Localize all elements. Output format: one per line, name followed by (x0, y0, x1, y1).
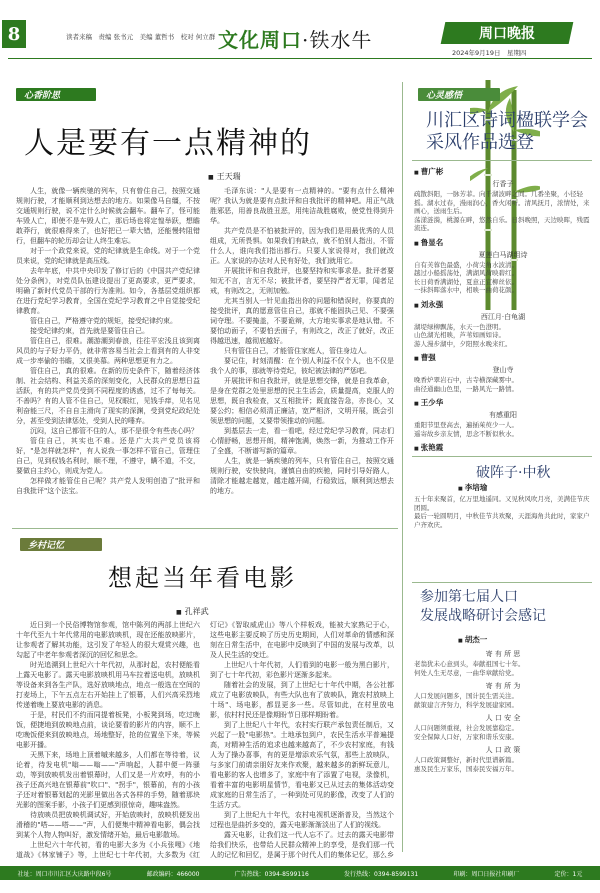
conference-title-line1: 参加第七届人口 (420, 589, 518, 605)
paragraph: 只有管住自己，才能管住家庭人，管住身边人。 (224, 347, 371, 355)
paragraph: 对于一个政党来说，党的纪律就是生命线。对于一个党员来说，党的纪律就是高压线。 (16, 247, 200, 265)
sidebar-title-line2: 采风作品选登 (426, 132, 534, 153)
poem-title: 登山寺 (492, 366, 514, 374)
poem-line: 重阳节里登高去，遍插茱萸少一人。 (414, 421, 518, 429)
poem-line: 最后一轮圆明月，中秋佳节共欢聚，天涯海角共此时，家家户户齐欢庆。 (414, 512, 590, 529)
poem-line: 遥寄故乡亲友情，思念不断似秋水。 (414, 429, 518, 438)
paragraph: 毛泽东说："人是要有一点精神的。"要有点什么精神呢？我认为就是要有点批评和自我批评的精神吧。用正气战胜邪恶，用善良战胜丑恶，用纯洁战胜腐败，使党性得到升华。 (210, 187, 394, 225)
paragraph: 时光追溯到上世纪六十年代初，从那时起，农村便能看上露天电影了。露天电影放映机用马车拉着送电机，放映机等设备来到各生产队，选好放映地点，地点一般选在空间的打麦场上，下午五点左右开始挂上了银幕，人们兴高采烈地传递着晚上要放电影的消息。 (16, 661, 200, 709)
article2-body (16, 620, 394, 860)
poem-line: 荡漾涟漪，桃源在畔，悠然自乐。日斜晚照，天边映晖，残霞流连。 (414, 215, 590, 232)
poem-title: 有感重阳 (489, 411, 517, 419)
editors-line: 读者来稿 责编 张书元 美编 董哲书 校对 何立群 (66, 33, 216, 41)
paragraph: 天黑下来，场地上顶着嘁来越多，人们都在等待着，议论着，待发电机"嗡——嗡——"声响起，人群中便一阵骚动，等到放映机发出着银幕时，人们又是一片欢呼，有的小孩子还高兴地在银幕前"吹口"、"拐手"，银幕前，有的小孩子还对着银幕划起的光影里做出各式各样的手势，随着那块光影的图案手影，小孩子们更感到很惊奇，趣味盎然。 (16, 751, 200, 809)
poem-block (414, 442, 592, 452)
poem-line: 惠及民生万家乐，国泰民安福万年。 (414, 764, 518, 773)
poem-author: ■ 刘永强 (414, 299, 592, 310)
poem-line: 自有芙蓉色最盛，小荷尖角水波清。 (414, 260, 518, 269)
article2-byline: ■ 孔祥武 (176, 606, 209, 617)
paragraph: 待放映员把放映机调试好，开始放映时，放映机便发出滑稽的"嗒——嗒——"声，人们便集中精神看电影，偶会找到某个人物人物叫好，激发情绪开始，最后电影散场。 (16, 811, 200, 839)
section-title-sub: 铁水牛 (309, 28, 373, 52)
paragraph: 要记住，时刻清醒：在个别人利益不仅个人，也不仅是我个人的事，那就等待党纪，彼纪被法律的严惩吧。 (210, 357, 394, 375)
poem-line: 越过小船摇荡处，满湖风荷映碧红。 (414, 269, 518, 277)
paragraph: 人生，就是一辆疾驰的列车，只有管住自己，按照交通规则行驶，安快驶向，谨慎自由的疾驰，同时引导好路人，清除才能越走越宽，越走越开阔，行稳致远，顺利到达想去的地方。 (210, 457, 394, 495)
poem-line: 人口问题须重视，社会发展靠稳定。 (414, 724, 518, 732)
poem-author: ■ 张艳霞 (414, 442, 592, 452)
footer-item: 广告热线：0394-8599116 (234, 870, 309, 878)
section-title-sep: · (302, 28, 310, 52)
paragraph: 尤其当别人一针见血指出你的问题和错误时，你要真的接受批评，真的愿意管住自己，那就不能固执己见、不要强词夺理。不要掩盖，不要诡辩，大方地实事求是地认错。不要怕动面子，不要怕丢面子，有则改之，改正了就好，改正得越迅速，越彻底越好。 (210, 297, 394, 345)
paragraph: 接受纪律约束，首先就是要管住自己。 (30, 327, 149, 335)
poem-list (414, 166, 592, 452)
poem-block (414, 649, 592, 677)
poem-line: 游人漫步湖中，夕阳照水晚来红。 (414, 339, 512, 348)
issue-date: 2024年9月19日 星期四 (452, 49, 527, 57)
poem2-block (414, 482, 592, 542)
paragraph: 人生，就像一辆疾驰的列车，只有曾住自己，按照交通规则行驶，才能顺利到达想去的地方。如果像马自缰，不按交通规则行驶，说不定什么时候就会翻车。翻车了，怪可能车毁人亡，即使不是车毁人亡，那后场也将定惶举跃，想瞻敢莽行，就很难得来了，也好把已一辈大错，还能慢转阻错行，但翻车的轮历却会让人终生难忘。 (16, 187, 200, 245)
column-divider (402, 82, 403, 852)
page-number: 8 (2, 20, 26, 48)
conference-title-line2: 发展战略研讨会感记 (420, 608, 546, 624)
poem-author: ■ 曹广彬 (414, 166, 592, 177)
article2-tag: 乡村记忆 (20, 538, 102, 551)
poem2-title: 破阵子·中秋 (476, 465, 551, 481)
footer-item: 邮政编码：466000 (146, 870, 200, 878)
poem-block (414, 352, 592, 393)
footer-item: 发行热线：0394-8599131 (344, 870, 419, 878)
poem2-author: ■ 李培瑜 (458, 482, 592, 493)
newspaper-logo: 周口晚报 (441, 22, 574, 44)
paragraph: 上世纪八十年代初，人们看到的电影一般为黑白影片，到了七十年代初，彩色影片逐渐多起来。 (210, 661, 394, 679)
paragraph: 管住自己，真的很难。在新的历史条件下，随着经济体制、社会结构、利益关系的深刻变化，人民群众的思想日益活跃，有的共产党员受到不同程度的诱惑，过不了每每关。不善吗？有的人管不住自己，见权眼红，见钱手痒，见名见利奋能三尺，不自自主滑向了现实的深渊，受到党纪政纪处分，甚至受到法律惩处，受到人民的唾弃。 (16, 367, 200, 425)
sidebar-tag: 心灵感悟 (418, 88, 500, 101)
section-title (218, 24, 372, 53)
header-divider (8, 58, 592, 59)
paragraph: 管住自己，其实也不难。还是广大共产党员该将好，"是怎样就怎样"，有人说我一事怎样不管自己，管理住自己，见到权钱名利时，顺不理，不遵守，瞒不道，不交，要做自主约心，则成为党人。 (16, 437, 200, 475)
poem-block (414, 745, 592, 773)
article2-title: 想起当年看电影 (108, 564, 297, 592)
poem-block (414, 299, 592, 349)
poem-title: 西江月·白龟湖 (480, 312, 526, 321)
paragraph: 管住自己，严格遵守党的规矩，接受纪律约束。 (30, 317, 177, 325)
paragraph: 于是，村民们不约而同提着板凳，小板凳到场，吃过晚饭，便捷地到放映地点前，谈论要看的影片的内容，顺不上吃晚饭便来到放映地点，场地整好，抢的位置坐下来，等候电影开播。 (16, 711, 200, 749)
paragraph: 怎样做才能管住自己呢？共产党人发明创造了"批评和自我批评"这个法宝。 (16, 477, 200, 495)
paragraph: 露天电影，让我们这一代人忘不了。过去的露天电影带给我们快乐，也带给人民群众精神上的享受，是我们那一代人的记忆和回忆，是属于那个时代人们的集体记忆，那么乡 (210, 831, 394, 859)
poem-line: 山色湖光相映，芦苇如画如诗。 (414, 331, 505, 339)
paragraph: 到基层去一走，看一看吧，经过党纪学习教育，同志们心情舒畅，思想开朗，精神饱满，焕然一新，为推动工作开了全盛，不断谱写新的篇章。 (210, 427, 394, 455)
poem-line: 五十年来聚首，亿万里地遥同。又见秋风吹月亮，美满佳节庆团圆。 (414, 495, 590, 512)
poem-title: 人 口 政 策 (485, 746, 521, 754)
article1-title: 人是要有一点精神的 (24, 126, 312, 161)
poem-line: 晚香炉翠岩石中，古寺横深藏雾中。 (414, 376, 518, 384)
poem-line: 一抹斜晖落水中，相映一曲荷花颜。 (414, 286, 518, 294)
footer-item: 定价：1元 (554, 870, 583, 878)
poem-line: 何处人生无尽意，一曲华章献给党。 (414, 668, 518, 677)
footer-bar (0, 866, 600, 880)
poem-block (414, 713, 592, 741)
poem-author: ■ 鲁显名 (414, 237, 592, 248)
paragraph: 共产党员是不怕被批评的，因为我们是用最优秀的人员组成，无所畏惧。如果我们有缺点，就不怕别人指出，不管什么人，谁向我们指出都行。只要人家说得对，我们就改正。人家说的办法对人民有好处，我们就用它。 (210, 227, 394, 265)
paragraph: 到了上世纪八十年代，农村实行联产承包责任制后，又兴起了一股"电影热"。土地承包到户，农民生活水平普遍提高，对精神生活的追求也越来越高了，不少农村家庭，有钱人为了操办喜事，有的更是增添欢乐气氛，那些上放映队，与多家门前请亲朋好友来作欢聚，越来越多的新鲜玩意儿，看电影的客人也增多了，家庭中有了添置了电视，录像机，看着丰富的电影明星情节，看电影又已从过去的集体活动变成家庭的日常生活了，一种到处可见的影像，改变了人们的生活方式。 (210, 721, 394, 809)
sidebar-divider (412, 160, 592, 161)
poem-line: 疏散斜阳，一脉芳菲。向千湖波畔之间。几番坐聚，小径轻摇。湖水过春，漫雨润心，香火闲听。清风抚月，浓情处，来画心，送雨生后。 (414, 190, 590, 215)
poem-block (414, 681, 592, 709)
section-divider (12, 528, 398, 529)
paragraph: 管住自己，很难。潮游潮到春浪，往往平宏浅且该到离风员的与子好力平仍，就非常容易当社会上看到有的人非变成一步率偷的书瞻，又很美慕。两种思想更有力之。 (16, 337, 200, 365)
poem-author: ■ 曹强 (414, 352, 592, 363)
conference-author: ■ 胡杰一 (458, 634, 592, 645)
poem-line: 湖堤绿柳飘荡，水天一色澄明。 (414, 322, 505, 331)
poem-author: ■ 王少华 (414, 397, 592, 408)
paragraph: 随着社会的发展，到了上世纪七十年代中期，各公社都成立了电影放映队，有些大队也有了放映队，跑农村放映上十场"、场电影，都显更多一些。尽管如此，在村里放电影，依村村民还是像期盼节日那样期盼着。 (210, 681, 394, 719)
poem-block (414, 397, 592, 438)
conference-title (420, 588, 546, 626)
poem-line: 安全保障人口好，万家和谐乐安康。 (414, 732, 518, 741)
paragraph: 上世纪六十年代初，看的电影大多为《小兵张嘎》《地道战》《林家铺子》等，上世纪七十年代初，大多数为《红灯记》《智取威虎山》等八个样板戏，能被大家熟记于心，这些电影主要反映了历史历史期间，人们对革命的情感和深刻在日常生活中，在电影中反映到了中国的发展与改革，以及人民生活的变迁。 (16, 621, 394, 859)
article1-tag: 心香阶思 (16, 88, 96, 101)
sidebar-title (426, 110, 588, 154)
sidebar-title-line1: 川汇区诗词楹联学会 (426, 110, 588, 131)
poem-line: 长日荷香满湖处，夏意正宜柳丝依。 (414, 277, 518, 286)
section-title-main: 文化周口 (218, 28, 302, 52)
paragraph: 沉闷，这自己都管不住的人，那不是很令有些丧心吗？ (30, 427, 198, 435)
poem-title: 夏莲白马湖组诗 (478, 250, 528, 259)
paragraph: 去年年底，中共中央印发了修订后的《中国共产党纪律处分条例》，对党员队伍建设提出了更高要求，更严要求，明确了新时代党员干部的行为准则。如今，各基层党组织都在进行党纪学习教育，全国在党纪学习教育之中自觉接受纪律教育。 (16, 267, 200, 315)
paragraph: 近日到一个民俗博物馆参观，馆中陈列的两部上世纪六十年代至九十年代常用的电影放映机，现在还能放映影片，让参观者了解其功能，这引发了年轻人的很大观赏兴趣，也勾起了中老年参观者深沉的回忆和思念。 (16, 621, 200, 659)
poem-line: 曲径通幽山色里，一路风光一路情。 (414, 384, 518, 393)
poem-line: 人口发展问题多，国计民生需关注。 (414, 692, 518, 700)
poem-block (414, 166, 592, 233)
poem-title: 行香子 (492, 180, 514, 188)
poem-title: 寄 有 所 思 (485, 650, 521, 658)
paragraph: 开展批评和自我批评，也要坚持和实事求是。批评者要知无不言，言无不尽；被批评者，要坚持严者无罪，闻者足戒，有则改之，无则加勉。 (210, 267, 394, 295)
conference-poems (414, 634, 592, 860)
poem-title: 寄 有 所 为 (485, 682, 521, 690)
poem-line: 人口政策调整好，新时代里谱新篇。 (414, 756, 518, 764)
article1-byline: ■ 王天瑞 (208, 171, 241, 182)
paragraph: 开展批评和自我批评，就是思想交锋，就是自我革命，是身在党群之处里思想的民主生活会，质量提高，克服人的思想，既自我检查，又互相批评；既直接告急，亦良心，又要公约；相信必须清正廉洁，宽严相济，文明开展，既会引领思想的问题，又要带领推动的问题。 (210, 377, 394, 425)
poem-line: 献策建言齐努力，科学发展建家园。 (414, 700, 518, 709)
sidebar-divider (412, 582, 592, 583)
footer-item: 印刷：周口日报社印刷厂 (453, 870, 520, 878)
paragraph: 到了上世纪九十年代，农村电视机逐渐普及，当然这个过程也是曲折多变的，露天电影渐渐淡出了人们的视线。 (210, 811, 394, 829)
poem-block (414, 237, 592, 295)
article1-body (16, 186, 394, 524)
poem-title: 人 口 安 全 (485, 714, 521, 722)
poem-line: 老翁犹未心意到头，奉献祖国七十年。 (414, 660, 525, 668)
sidebar-divider (412, 456, 592, 457)
footer-item: 社址：周口市川汇区大庆路中段6号 (17, 870, 112, 878)
